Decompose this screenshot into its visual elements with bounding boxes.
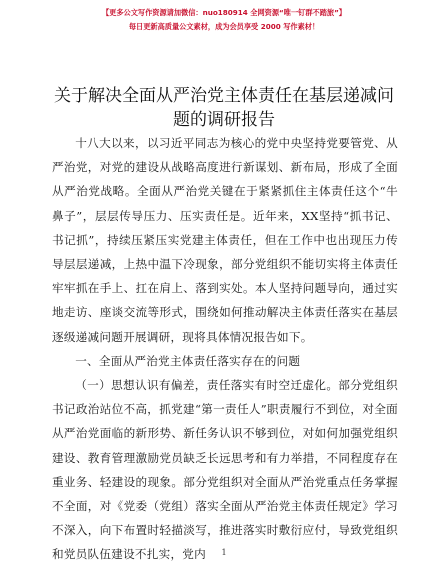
document-title [40,84,408,132]
title-line-1: 关于解决全面从严治党主体责任在基层递减问 [54,86,394,106]
section-heading-1: 一、全面从严治党主体责任落实存在的问题 [75,353,301,368]
document-body [52,131,398,567]
title-line-2: 题的调研报告 [173,110,275,130]
intro-paragraph: 十八大以来，以习近平同志为核心的党中央坚持党要管党、从严治党，对党的建设从战略高度进行新谋划、新布局，形成了全面从严治党战略。全面从严治党关键在于紧紧抓住主体责任这个“牛鼻子”，层层传导压力、压实责任是。近年来，XX坚持“抓书记、书记抓”，持续压紧压实党建主体责任，但在工作中也出现压力传导层层递减，上热中温下冷现象，部分党组织不能切实将主体责任牢牢抓在手上、扛在肩上、落到实处。本人坚持问题导向，通过实地走访、座谈交流等形式，围绕如何推动解决主体责任落实在基层逐级递减问题开展调研，现将具体情况报告如下。 [52,136,398,344]
banner-line-1: 【更多公文写作资源请加微信：nuo180914 全网资源“唯一钉群不踏旅”】 [101,8,346,17]
section-1-paragraph-1: （一）思想认识有偏差，责任落实有时空迁虚化。部分党组织书记政治站位不高，抓党建“第一责任人”职责履行不到位，对全面从严治党面临的新形势、新任务认识不够到位，对如何加强党组织建设、教育管理激励党员缺乏长远思考和有力举措，不同程度存在重业务、轻建设的现象。部分党组织对全面从严治党重点任务掌握不全面，对《党委（党组）落实全面从严治党主体责任规定》学习不深入，向下布置时轻描淡写，推进落实时敷衍应付，导致党组织和党员队伍建设不扎实，党内 [52,378,398,562]
page-number: 1 [221,548,227,557]
banner-line-2: 每日更新高质量公文素材，成为会员享受 2000 写作素材！ [128,22,320,31]
header-banner [0,6,448,34]
